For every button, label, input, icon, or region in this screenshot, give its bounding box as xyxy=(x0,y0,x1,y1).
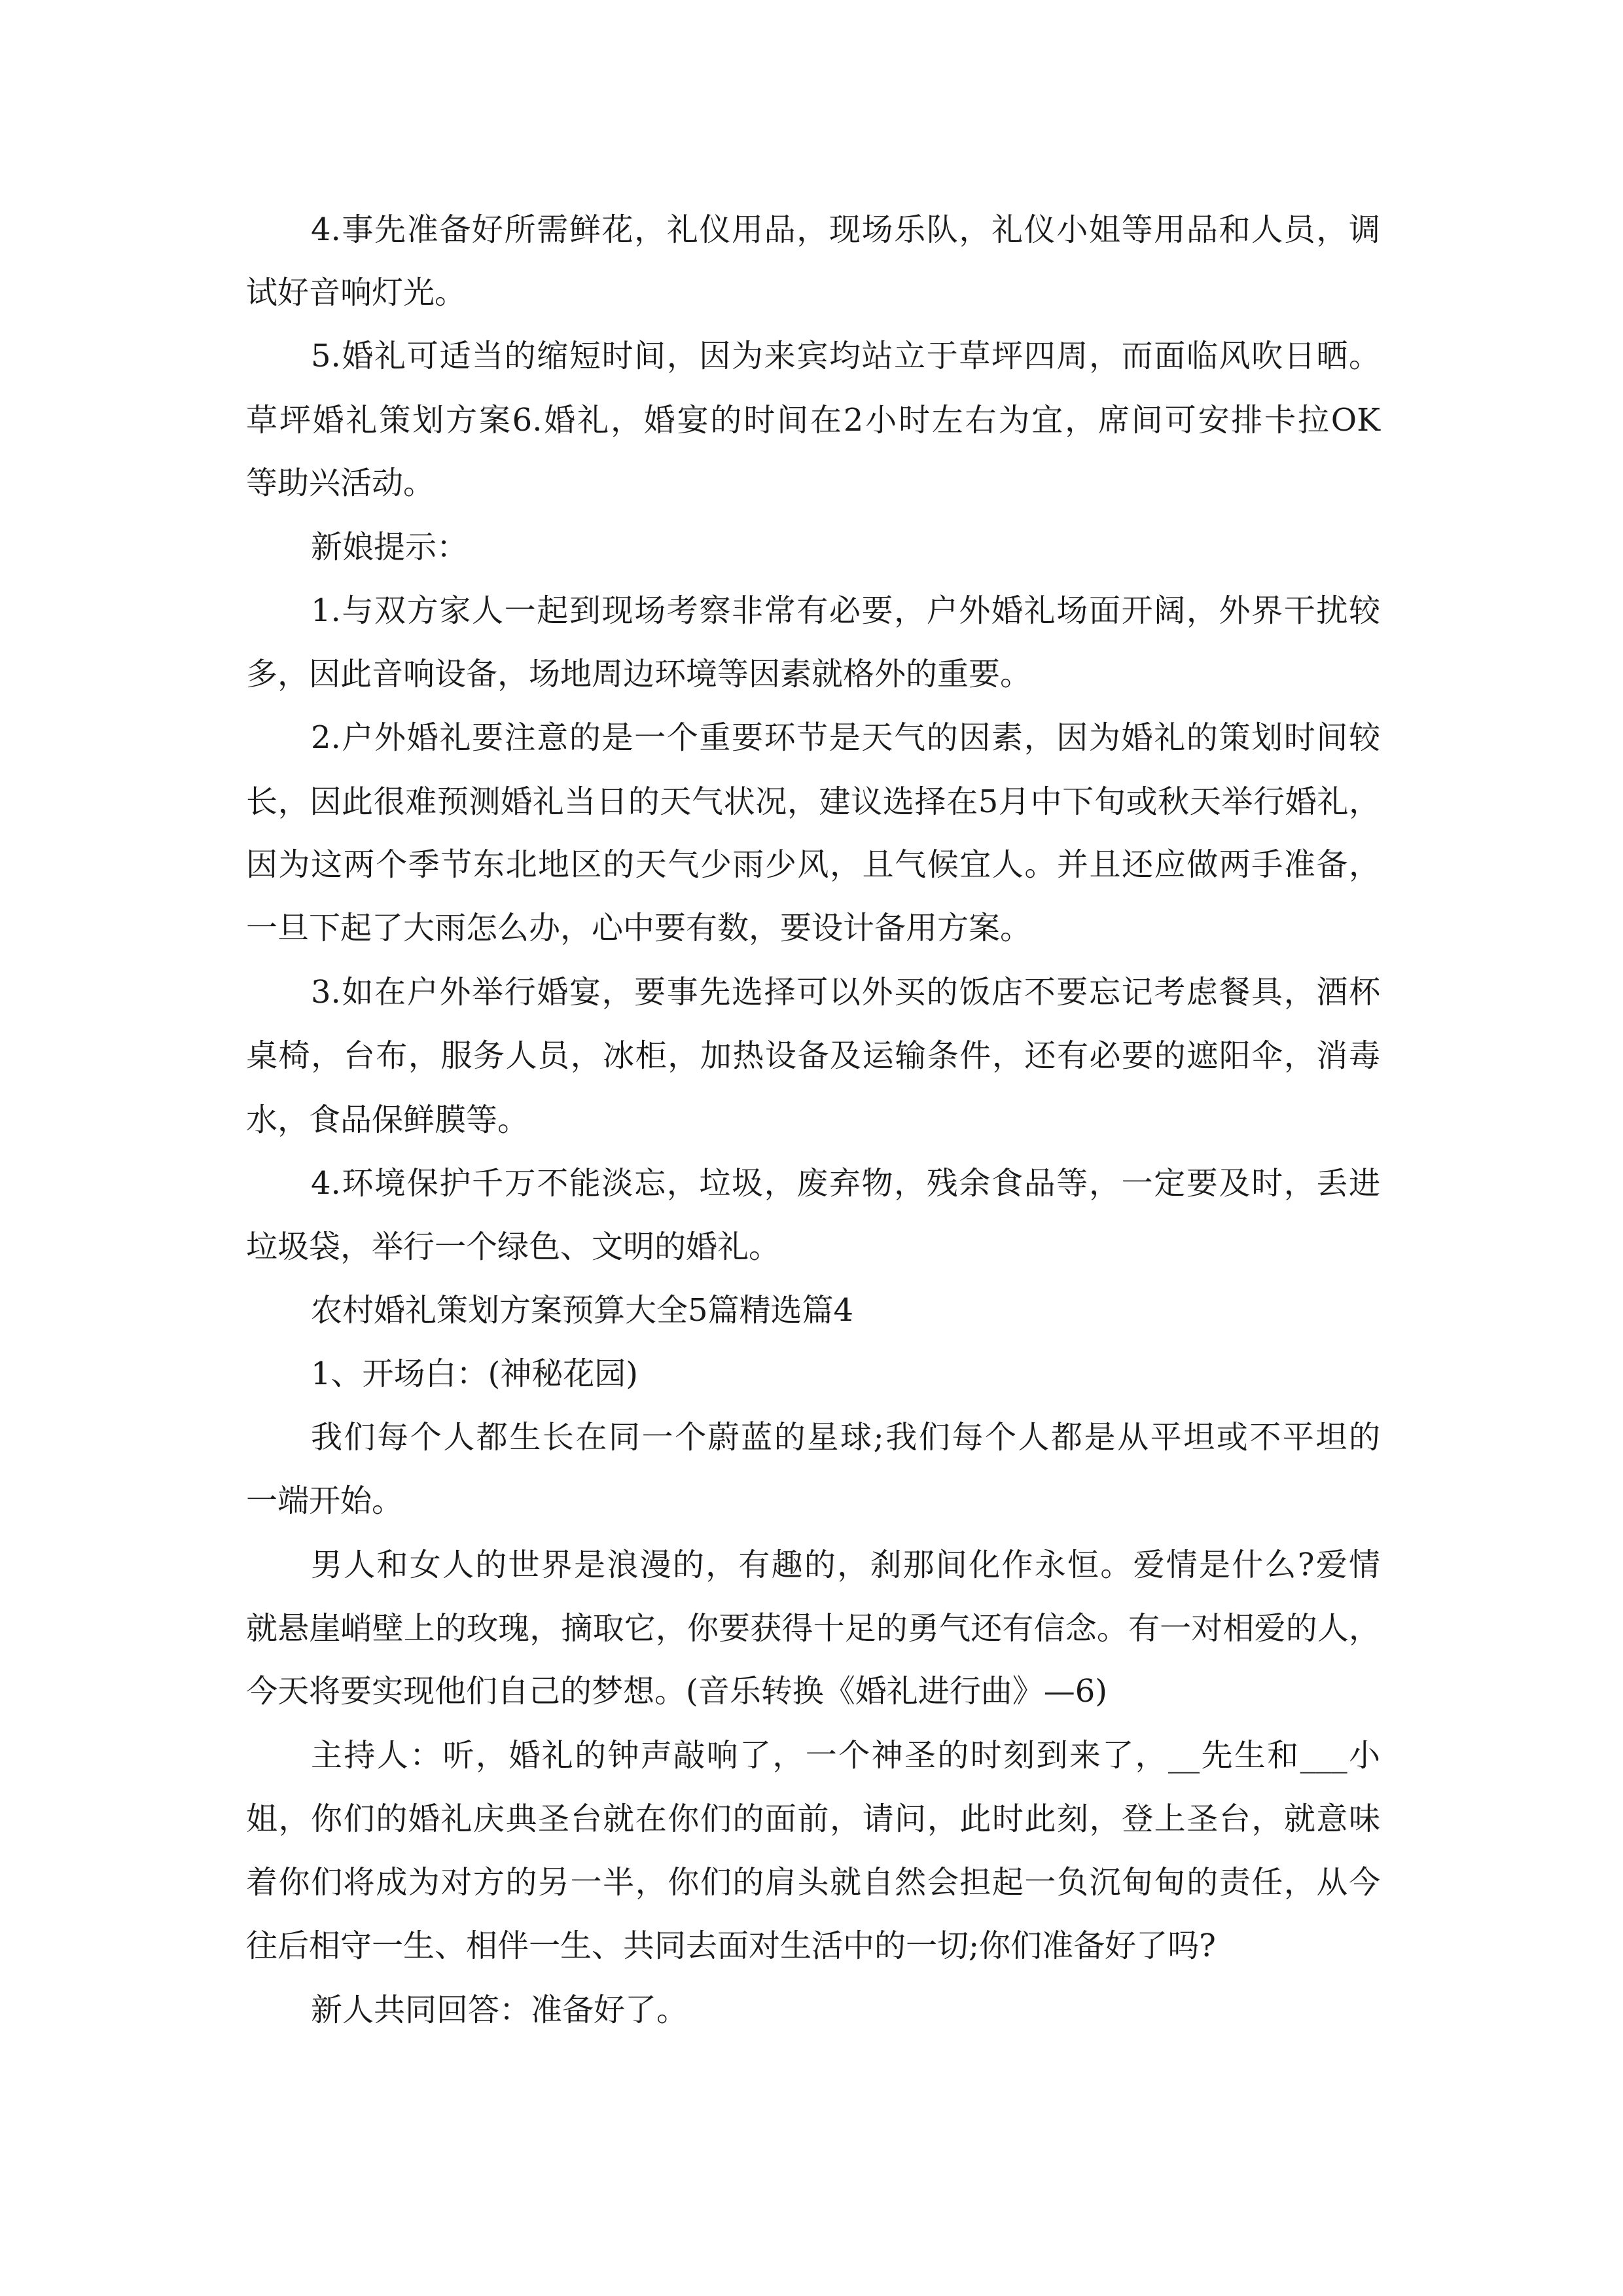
paragraph-line: 因为这两个季节东北地区的天气少雨少风，且气候宜人。并且还应做两手准备， xyxy=(246,846,1380,883)
paragraph-line: 着你们将成为对方的另一半，你们的肩头就自然会担起一负沉甸甸的责任，从今 xyxy=(246,1864,1380,1901)
paragraph-line: 一端开始。 xyxy=(246,1482,404,1519)
paragraph-line: 试好音响灯光。 xyxy=(246,274,467,311)
paragraph-line: 桌椅，台布，服务人员，冰柜，加热设备及运输条件，还有必要的遮阳伞，消毒 xyxy=(246,1037,1380,1074)
paragraph-line: 一旦下起了大雨怎么办，心中要有数，要设计备用方案。 xyxy=(246,910,1032,946)
paragraph-line: 草坪婚礼策划方案6.婚礼，婚宴的时间在2小时左右为宜，席间可安排卡拉OK xyxy=(246,402,1380,439)
paragraph-line: 新人共同回答：准备好了。 xyxy=(311,1992,688,2028)
paragraph-line: 水，食品保鲜膜等。 xyxy=(246,1102,529,1138)
paragraph-line: 我们每个人都生长在同一个蔚蓝的星球;我们每个人都是从平坦或不平坦的 xyxy=(311,1419,1380,1456)
paragraph-line: 男人和女人的世界是浪漫的，有趣的，刹那间化作永恒。爱情是什么?爱情 xyxy=(311,1547,1380,1583)
paragraph-line: 今天将要实现他们自己的梦想。(音乐转换《婚礼进行曲》—6) xyxy=(246,1673,1107,1710)
paragraph-line: 2.户外婚礼要注意的是一个重要环节是天气的因素，因为婚礼的策划时间较 xyxy=(311,719,1380,756)
section-heading: 农村婚礼策划方案预算大全5篇精选篇4 xyxy=(311,1292,854,1329)
paragraph-line: 主持人：听，婚礼的钟声敲响了，一个神圣的时刻到来了，__先生和___小 xyxy=(311,1737,1380,1774)
paragraph-line: 1、开场白：(神秘花园) xyxy=(311,1355,638,1392)
paragraph-line: 就悬崖峭壁上的玫瑰，摘取它，你要获得十足的勇气还有信念。有一对相爱的人， xyxy=(246,1610,1380,1647)
paragraph-line: 4.事先准备好所需鲜花，礼仪用品，现场乐队，礼仪小姐等用品和人员，调 xyxy=(311,211,1380,248)
paragraph-line: 往后相守一生、相伴一生、共同去面对生活中的一切;你们准备好了吗? xyxy=(246,1928,1216,1964)
paragraph-line: 等助兴活动。 xyxy=(246,465,435,501)
paragraph-line: 长，因此很难预测婚礼当日的天气状况，建议选择在5月中下旬或秋天举行婚礼， xyxy=(246,783,1380,820)
paragraph-line: 新娘提示： xyxy=(311,529,469,565)
paragraph-line: 3.如在户外举行婚宴，要事先选择可以外买的饭店不要忘记考虑餐具，酒杯 xyxy=(311,974,1380,1011)
paragraph-line: 5.婚礼可适当的缩短时间，因为来宾均站立于草坪四周，而面临风吹日晒。 xyxy=(311,338,1380,374)
paragraph-line: 1.与双方家人一起到现场考察非常有必要，户外婚礼场面开阔，外界干扰较 xyxy=(311,592,1380,629)
paragraph-line: 垃圾袋，举行一个绿色、文明的婚礼。 xyxy=(246,1229,781,1265)
paragraph-line: 姐，你们的婚礼庆典圣台就在你们的面前，请问，此时此刻，登上圣台，就意味 xyxy=(246,1801,1380,1837)
paragraph-line: 4.环境保护千万不能淡忘，垃圾，废弃物，残余食品等，一定要及时，丢进 xyxy=(311,1165,1380,1202)
paragraph-line: 多，因此音响设备，场地周边环境等因素就格外的重要。 xyxy=(246,656,1032,692)
